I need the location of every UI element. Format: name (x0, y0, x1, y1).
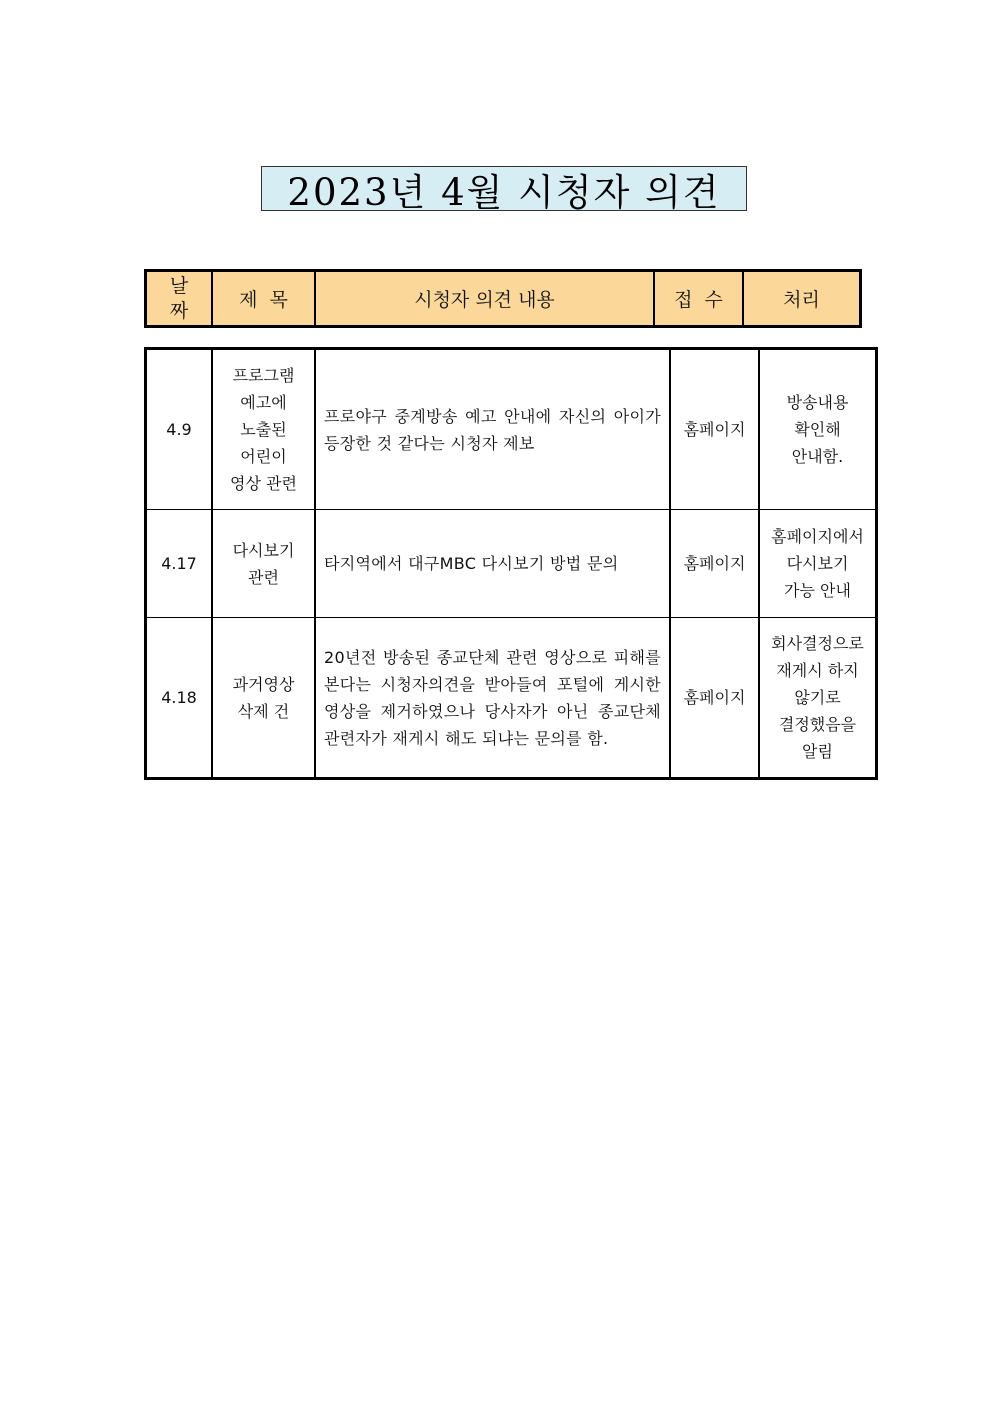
table-row (146, 618, 877, 779)
header-date-bottom: 짜 (169, 299, 189, 322)
table-header (144, 269, 862, 328)
row-content: 20년전 방송된 종교단체 관련 영상으로 피해를 본다는 시청자의견을 받아들여 포털에 게시한 영상을 제거하였으나 당사자가 아닌 종교단체 관련자가 재게시 해도 되냐는 문의를 함. (315, 618, 670, 779)
row-subject (212, 349, 315, 510)
row-channel: 홈페이지 (670, 618, 759, 779)
row-subject-text: 과거영상 삭제 건 (232, 674, 295, 721)
row-action-text: 홈페이지에서 다시보기 가능 안내 (771, 527, 864, 600)
row-channel: 홈페이지 (670, 510, 759, 618)
row-subject-text: 프로그램 예고에 노출된 어린이 영상 관련 (230, 366, 297, 493)
row-action-text: 방송내용 확인해 안내함. (786, 393, 849, 466)
row-subject (212, 510, 315, 618)
row-content: 프로야구 중계방송 예고 안내에 자신의 아이가 등장한 것 같다는 시청자 제보 (315, 349, 670, 510)
page-title: 2023년 4월 시청자 의견 (261, 166, 747, 211)
row-subject-text: 다시보기 관련 (232, 540, 295, 587)
header-channel: 접 수 (654, 271, 743, 327)
header-date-top: 날 (169, 274, 189, 297)
row-channel: 홈페이지 (670, 349, 759, 510)
row-date: 4.18 (146, 618, 213, 779)
row-subject (212, 618, 315, 779)
header-action: 처리 (743, 271, 861, 327)
row-action (759, 510, 877, 618)
row-action (759, 349, 877, 510)
table-row (146, 349, 877, 510)
row-date: 4.17 (146, 510, 213, 618)
opinion-table (144, 347, 878, 780)
row-content: 타지역에서 대구MBC 다시보기 방법 문의 (315, 510, 670, 618)
row-action-text: 회사결정으로 재게시 하지 않기로 결정했음을 알림 (771, 634, 864, 761)
row-date: 4.9 (146, 349, 213, 510)
table-row (146, 510, 877, 618)
header-date (146, 271, 213, 327)
header-content: 시청자 의견 내용 (315, 271, 654, 327)
row-action (759, 618, 877, 779)
header-subject: 제 목 (212, 271, 315, 327)
